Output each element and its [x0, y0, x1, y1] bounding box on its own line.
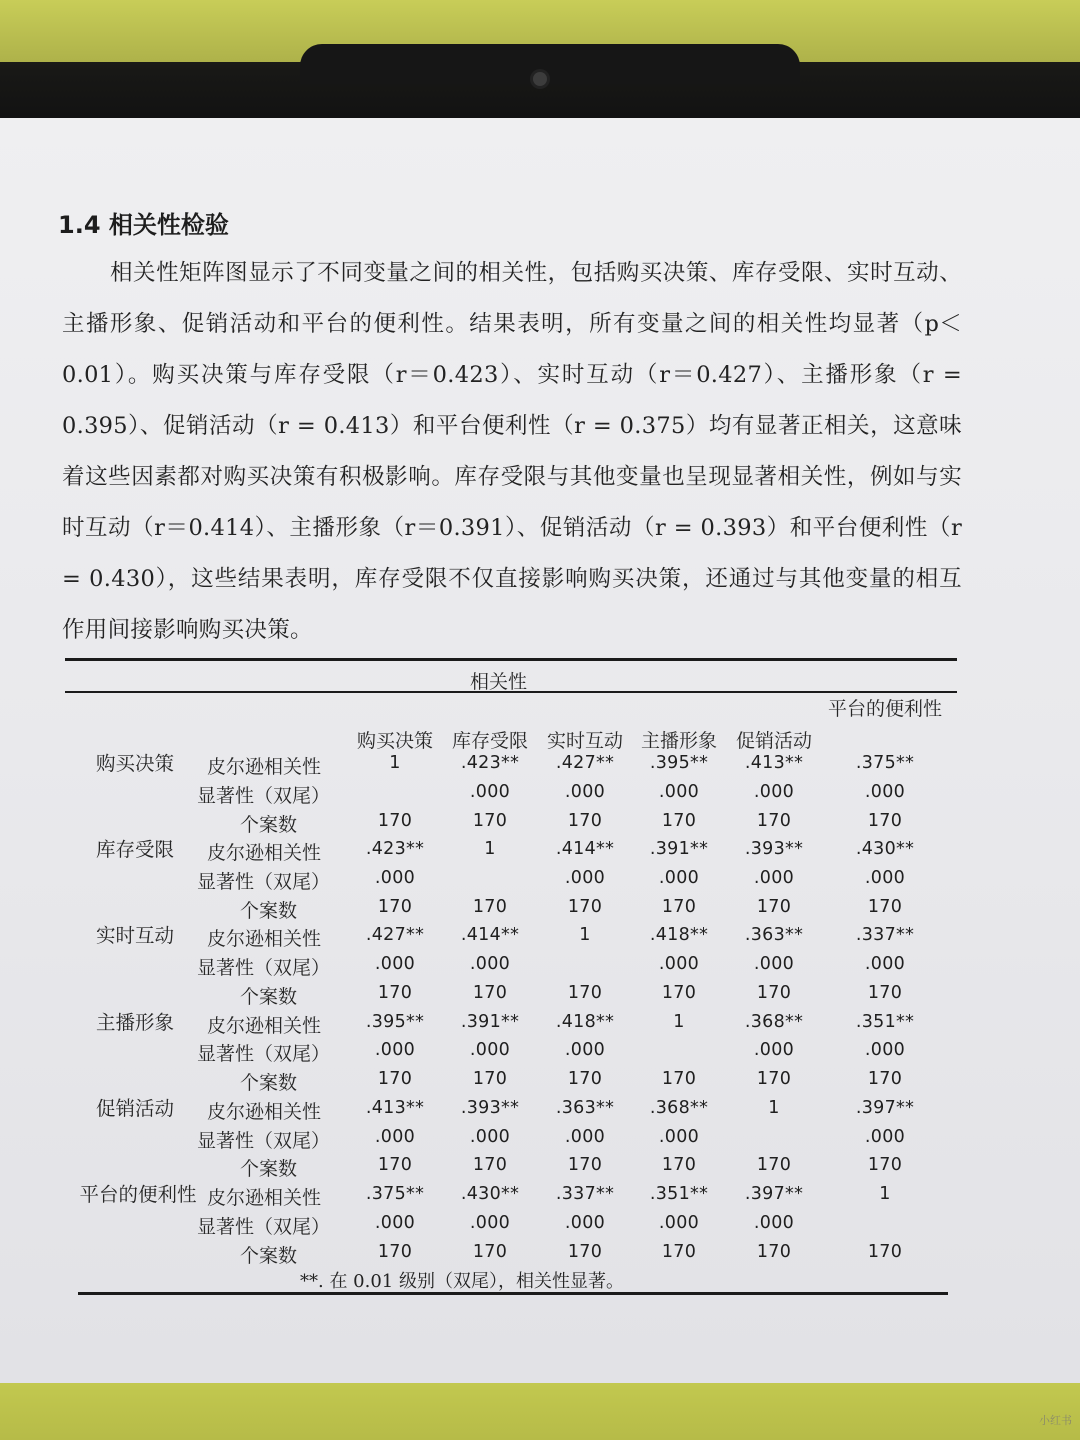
row-stat-label: 个案数: [240, 1072, 298, 1095]
column-header: 平台的便利性: [827, 698, 942, 720]
table-cell: .000: [469, 781, 511, 802]
table-cell: .000: [753, 1040, 795, 1061]
table-cell: 170: [756, 896, 792, 917]
table-cell: 170: [567, 896, 603, 917]
table-cell: .391**: [649, 839, 709, 860]
table-cell: .351**: [855, 1011, 915, 1032]
table-cell: 1: [673, 1011, 685, 1032]
table-cell: .430**: [855, 839, 915, 860]
row-stat-label: 皮尔逊相关性: [207, 928, 322, 951]
table-cell: .000: [469, 1126, 511, 1147]
table-cell: .368**: [744, 1011, 804, 1032]
table-cell: .000: [864, 1126, 906, 1147]
table-cell: .413**: [365, 1097, 425, 1118]
table-cell: 170: [377, 1069, 413, 1090]
table-cell: .000: [753, 868, 795, 888]
table-cell: .000: [864, 954, 906, 975]
row-stat-label: 显著性（双尾）: [197, 1129, 331, 1152]
table-cell: .000: [864, 781, 906, 802]
row-stat-label: 显著性（双尾）: [197, 871, 331, 893]
table-cell: .000: [374, 954, 416, 975]
camera-icon: [533, 72, 547, 86]
table-cell: 170: [472, 1069, 508, 1090]
table-top-rule: [65, 658, 957, 661]
table-cell: .000: [753, 1212, 795, 1233]
column-header: 实时互动: [546, 730, 623, 752]
table-cell: 170: [661, 810, 697, 831]
table-cell: .000: [374, 868, 416, 888]
row-variable-name: 购买决策: [95, 752, 174, 775]
table-cell: .414**: [460, 925, 520, 946]
table-cell: 170: [867, 1069, 903, 1090]
table-cell: 170: [756, 1069, 792, 1090]
table-cell: .395**: [365, 1011, 425, 1032]
table-cell: 170: [377, 1155, 413, 1176]
table-cell: 170: [661, 1155, 697, 1176]
row-stat-label: 显著性（双尾）: [197, 784, 331, 807]
table-cell: 170: [867, 1241, 903, 1262]
device-notch: [300, 44, 800, 84]
table-cell: .397**: [744, 1184, 804, 1204]
table-cell: 170: [661, 983, 697, 1003]
table-cell: .397**: [855, 1097, 915, 1118]
table-cell: .000: [469, 1040, 511, 1061]
row-stat-label: 个案数: [240, 986, 298, 1008]
table-cell: .418**: [649, 925, 709, 946]
table-cell: .375**: [855, 753, 915, 773]
table-cell: .427**: [365, 925, 425, 946]
table-cell: .000: [864, 868, 906, 888]
row-variable-name: 主播形象: [95, 1010, 174, 1034]
table-cell: 170: [756, 1241, 792, 1262]
table-cell: 170: [756, 810, 792, 831]
row-stat-label: 皮尔逊相关性: [207, 1187, 322, 1209]
row-stat-label: 个案数: [240, 813, 298, 836]
table-cell: .000: [658, 1126, 700, 1147]
row-stat-label: 显著性（双尾）: [197, 957, 331, 980]
table-cell: .000: [564, 1212, 606, 1233]
table-cell: 1: [768, 1097, 780, 1118]
table-cell: .375**: [365, 1184, 425, 1204]
table-cell: .000: [469, 1212, 511, 1233]
table-cell: .351**: [649, 1184, 709, 1204]
table-cell: .000: [658, 1212, 700, 1233]
column-header: 购买决策: [356, 730, 433, 752]
table-cell: 170: [867, 896, 903, 917]
table-cell: 170: [377, 983, 413, 1003]
row-variable-name: 实时互动: [95, 924, 174, 948]
row-stat-label: 皮尔逊相关性: [207, 1014, 322, 1037]
table-cell: 170: [867, 810, 903, 831]
table-cell: .393**: [744, 839, 804, 860]
table-cell: 1: [484, 839, 496, 860]
table-cell: .000: [658, 781, 700, 802]
row-stat-label: 皮尔逊相关性: [207, 756, 322, 778]
column-header: 促销活动: [735, 730, 812, 752]
table-cell: 170: [567, 1241, 603, 1262]
table-cell: 170: [567, 983, 603, 1003]
column-header: 库存受限: [451, 730, 528, 752]
table-cell: 1: [389, 753, 401, 773]
table-cell: .395**: [649, 753, 709, 773]
table-cell: .363**: [555, 1097, 615, 1118]
table-cell: .000: [564, 868, 606, 888]
table-cell: 170: [472, 1241, 508, 1262]
row-stat-label: 皮尔逊相关性: [207, 1100, 322, 1123]
table-cell: 1: [579, 925, 591, 946]
section-heading: 1.4 相关性检验: [58, 211, 229, 239]
row-stat-label: 皮尔逊相关性: [207, 842, 322, 865]
table-title: 相关性: [470, 671, 528, 693]
table-cell: 170: [661, 896, 697, 917]
table-cell: 170: [377, 896, 413, 917]
table-cell: .423**: [460, 753, 520, 773]
table-cell: .413**: [744, 753, 804, 773]
table-cell: 170: [377, 810, 413, 831]
row-stat-label: 个案数: [240, 1158, 298, 1181]
table-cell: 170: [756, 1155, 792, 1176]
table-cell: 170: [567, 810, 603, 831]
desk-surface: [0, 1383, 1080, 1440]
watermark: 小红书: [1039, 1414, 1072, 1427]
table-cell: 170: [661, 1241, 697, 1262]
table-cell: .000: [469, 954, 511, 975]
table-cell: 170: [661, 1069, 697, 1090]
table-cell: 170: [867, 1155, 903, 1176]
table-cell: .000: [564, 1040, 606, 1061]
table-cell: .418**: [555, 1011, 615, 1032]
table-cell: .363**: [744, 925, 804, 946]
table-cell: 170: [867, 983, 903, 1003]
table-cell: 170: [472, 1155, 508, 1176]
table-cell: .000: [658, 868, 700, 888]
table-cell: .423**: [365, 839, 425, 860]
row-variable-name: 库存受限: [95, 838, 174, 862]
row-stat-label: 个案数: [240, 1244, 298, 1267]
table-cell: 170: [377, 1241, 413, 1262]
row-stat-label: 显著性（双尾）: [197, 1215, 331, 1238]
row-variable-name: 平台的便利性: [79, 1183, 197, 1206]
table-cell: 170: [756, 983, 792, 1003]
table-footnote: **. 在 0.01 级别（双尾），相关性显著。: [300, 1271, 624, 1292]
row-stat-label: 个案数: [240, 899, 298, 922]
table-cell: .337**: [855, 925, 915, 946]
body-paragraph: 相关性矩阵图显示了不同变量之间的相关性，包括购买决策、库存受限、实时互动、主播形象、促销活动和平台的便利性。结果表明，所有变量之间的相关性均显著（p＜0.01）。购买决策与库存受限（r＝0.423）、实时互动（r＝0.427）、主播形象（r = 0.395）、促销活动（r = 0.413）和平台便利性（r = 0.375）均有显著正相关，这意味着这些因素都对购买决策有积极影响。库存受限与其他变量也呈现显著相关性，例如与实时互动（r＝0.414）、主播形象（r＝0.391）、促销活动（r = 0.393）和平台便利性（r = 0.430），这些结果表明，库存受限不仅直接影响购买决策，还通过与其他变量的相互作用间接影响购买决策。: [62, 260, 962, 643]
table-cell: .000: [374, 1040, 416, 1061]
table-cell: 170: [472, 983, 508, 1003]
row-variable-name: 促销活动: [95, 1096, 174, 1120]
table-cell: 170: [567, 1155, 603, 1176]
table-cell: .000: [753, 781, 795, 802]
table-cell: .414**: [555, 839, 615, 860]
table-cell: 170: [472, 810, 508, 831]
table-cell: .368**: [649, 1097, 709, 1118]
column-header: 主播形象: [640, 730, 717, 752]
table-cell: .430**: [460, 1184, 520, 1204]
table-cell: .391**: [460, 1011, 520, 1032]
table-cell: .393**: [460, 1097, 520, 1118]
row-stat-label: 显著性（双尾）: [197, 1043, 331, 1066]
table-cell: .337**: [555, 1184, 615, 1204]
table-cell: .000: [753, 954, 795, 975]
table-cell: 170: [472, 896, 508, 917]
table-cell: .000: [374, 1126, 416, 1147]
table-cell: .000: [864, 1040, 906, 1061]
table-cell: .000: [374, 1212, 416, 1233]
table-cell: 1: [879, 1184, 891, 1204]
table-cell: .427**: [555, 753, 615, 773]
table-cell: 170: [567, 1069, 603, 1090]
table-cell: .000: [658, 954, 700, 975]
table-cell: .000: [564, 781, 606, 802]
table-cell: .000: [564, 1126, 606, 1147]
